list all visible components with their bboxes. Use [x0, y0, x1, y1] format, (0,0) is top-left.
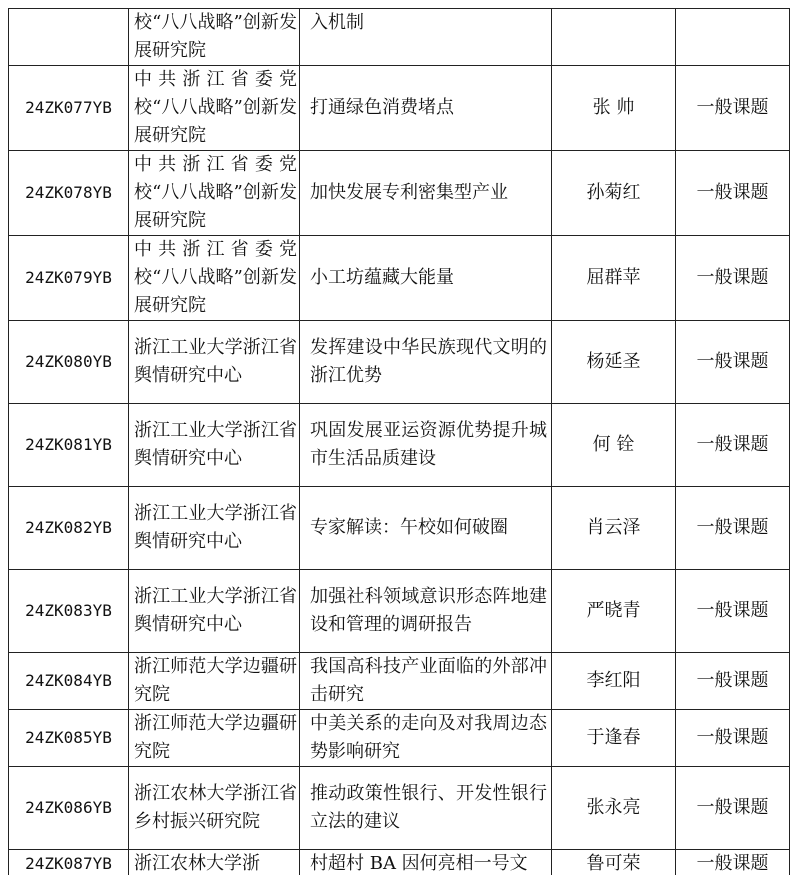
project-code: 24ZK079YB: [9, 236, 129, 321]
project-unit: 中共浙江省委党校“八八战略”创新发展研究院: [129, 66, 300, 151]
project-unit: 浙江农林大学浙江省乡村振兴研究院: [129, 767, 300, 850]
project-code: 24ZK083YB: [9, 570, 129, 653]
project-category: 一般课题: [676, 850, 790, 875]
project-leader: 张 帅: [552, 66, 676, 151]
project-code: 24ZK078YB: [9, 151, 129, 236]
project-code: 24ZK086YB: [9, 767, 129, 850]
project-code: 24ZK077YB: [9, 66, 129, 151]
project-category: 一般课题: [676, 236, 790, 321]
project-leader: [552, 9, 676, 66]
project-leader: 何 铨: [552, 404, 676, 487]
project-title: 巩固发展亚运资源优势提升城市生活品质建设: [300, 404, 552, 487]
project-unit: 中共浙江省委党校“八八战略”创新发展研究院: [129, 236, 300, 321]
project-table: [8, 8, 790, 875]
project-title: 专家解读：午校如何破圈: [300, 487, 552, 570]
project-leader: 肖云泽: [552, 487, 676, 570]
project-category: 一般课题: [676, 767, 790, 850]
table-row: [9, 487, 790, 570]
table-row: [9, 151, 790, 236]
table-row: [9, 404, 790, 487]
project-leader: 孙菊红: [552, 151, 676, 236]
project-leader: 屈群苹: [552, 236, 676, 321]
project-category: 一般课题: [676, 404, 790, 487]
table-row: [9, 850, 790, 875]
project-unit: 浙江工业大学浙江省舆情研究中心: [129, 321, 300, 404]
table-row: [9, 66, 790, 151]
project-category: [676, 9, 790, 66]
project-code: 24ZK084YB: [9, 653, 129, 710]
project-title: 村超村 BA 因何亮相一号文: [300, 850, 552, 875]
project-unit: 中共浙江省委党校“八八战略”创新发展研究院: [129, 151, 300, 236]
table-row: [9, 570, 790, 653]
project-leader: 张永亮: [552, 767, 676, 850]
table-row: [9, 236, 790, 321]
project-leader: 李红阳: [552, 653, 676, 710]
project-unit: 浙江师范大学边疆研究院: [129, 710, 300, 767]
project-title: 小工坊蕴藏大能量: [300, 236, 552, 321]
project-code: 24ZK080YB: [9, 321, 129, 404]
project-category: 一般课题: [676, 570, 790, 653]
table-row: [9, 653, 790, 710]
table-row: [9, 767, 790, 850]
project-title: 我国高科技产业面临的外部冲击研究: [300, 653, 552, 710]
project-title: 发挥建设中华民族现代文明的浙江优势: [300, 321, 552, 404]
project-code: [9, 9, 129, 66]
project-unit: 浙江师范大学边疆研究院: [129, 653, 300, 710]
project-code: 24ZK087YB: [9, 850, 129, 875]
project-code: 24ZK082YB: [9, 487, 129, 570]
project-title: 推动政策性银行、开发性银行立法的建议: [300, 767, 552, 850]
project-leader: 鲁可荣: [552, 850, 676, 875]
project-unit: 浙江工业大学浙江省舆情研究中心: [129, 570, 300, 653]
project-code: 24ZK081YB: [9, 404, 129, 487]
project-unit: 浙江工业大学浙江省舆情研究中心: [129, 487, 300, 570]
project-category: 一般课题: [676, 151, 790, 236]
project-title: 加快发展专利密集型产业: [300, 151, 552, 236]
project-leader: 严晓青: [552, 570, 676, 653]
project-code: 24ZK085YB: [9, 710, 129, 767]
project-title: 入机制: [300, 9, 552, 66]
project-title: 打通绿色消费堵点: [300, 66, 552, 151]
table-row: [9, 9, 790, 66]
project-title: 加强社科领域意识形态阵地建设和管理的调研报告: [300, 570, 552, 653]
project-category: 一般课题: [676, 653, 790, 710]
project-unit: 浙江农林大学浙: [129, 850, 300, 875]
project-leader: 杨延圣: [552, 321, 676, 404]
table-row: [9, 710, 790, 767]
project-category: 一般课题: [676, 66, 790, 151]
project-unit: 校“八八战略”创新发展研究院: [129, 9, 300, 66]
project-unit: 浙江工业大学浙江省舆情研究中心: [129, 404, 300, 487]
project-title: 中美关系的走向及对我周边态势影响研究: [300, 710, 552, 767]
project-category: 一般课题: [676, 321, 790, 404]
project-category: 一般课题: [676, 487, 790, 570]
project-category: 一般课题: [676, 710, 790, 767]
project-leader: 于逢春: [552, 710, 676, 767]
table-row: [9, 321, 790, 404]
